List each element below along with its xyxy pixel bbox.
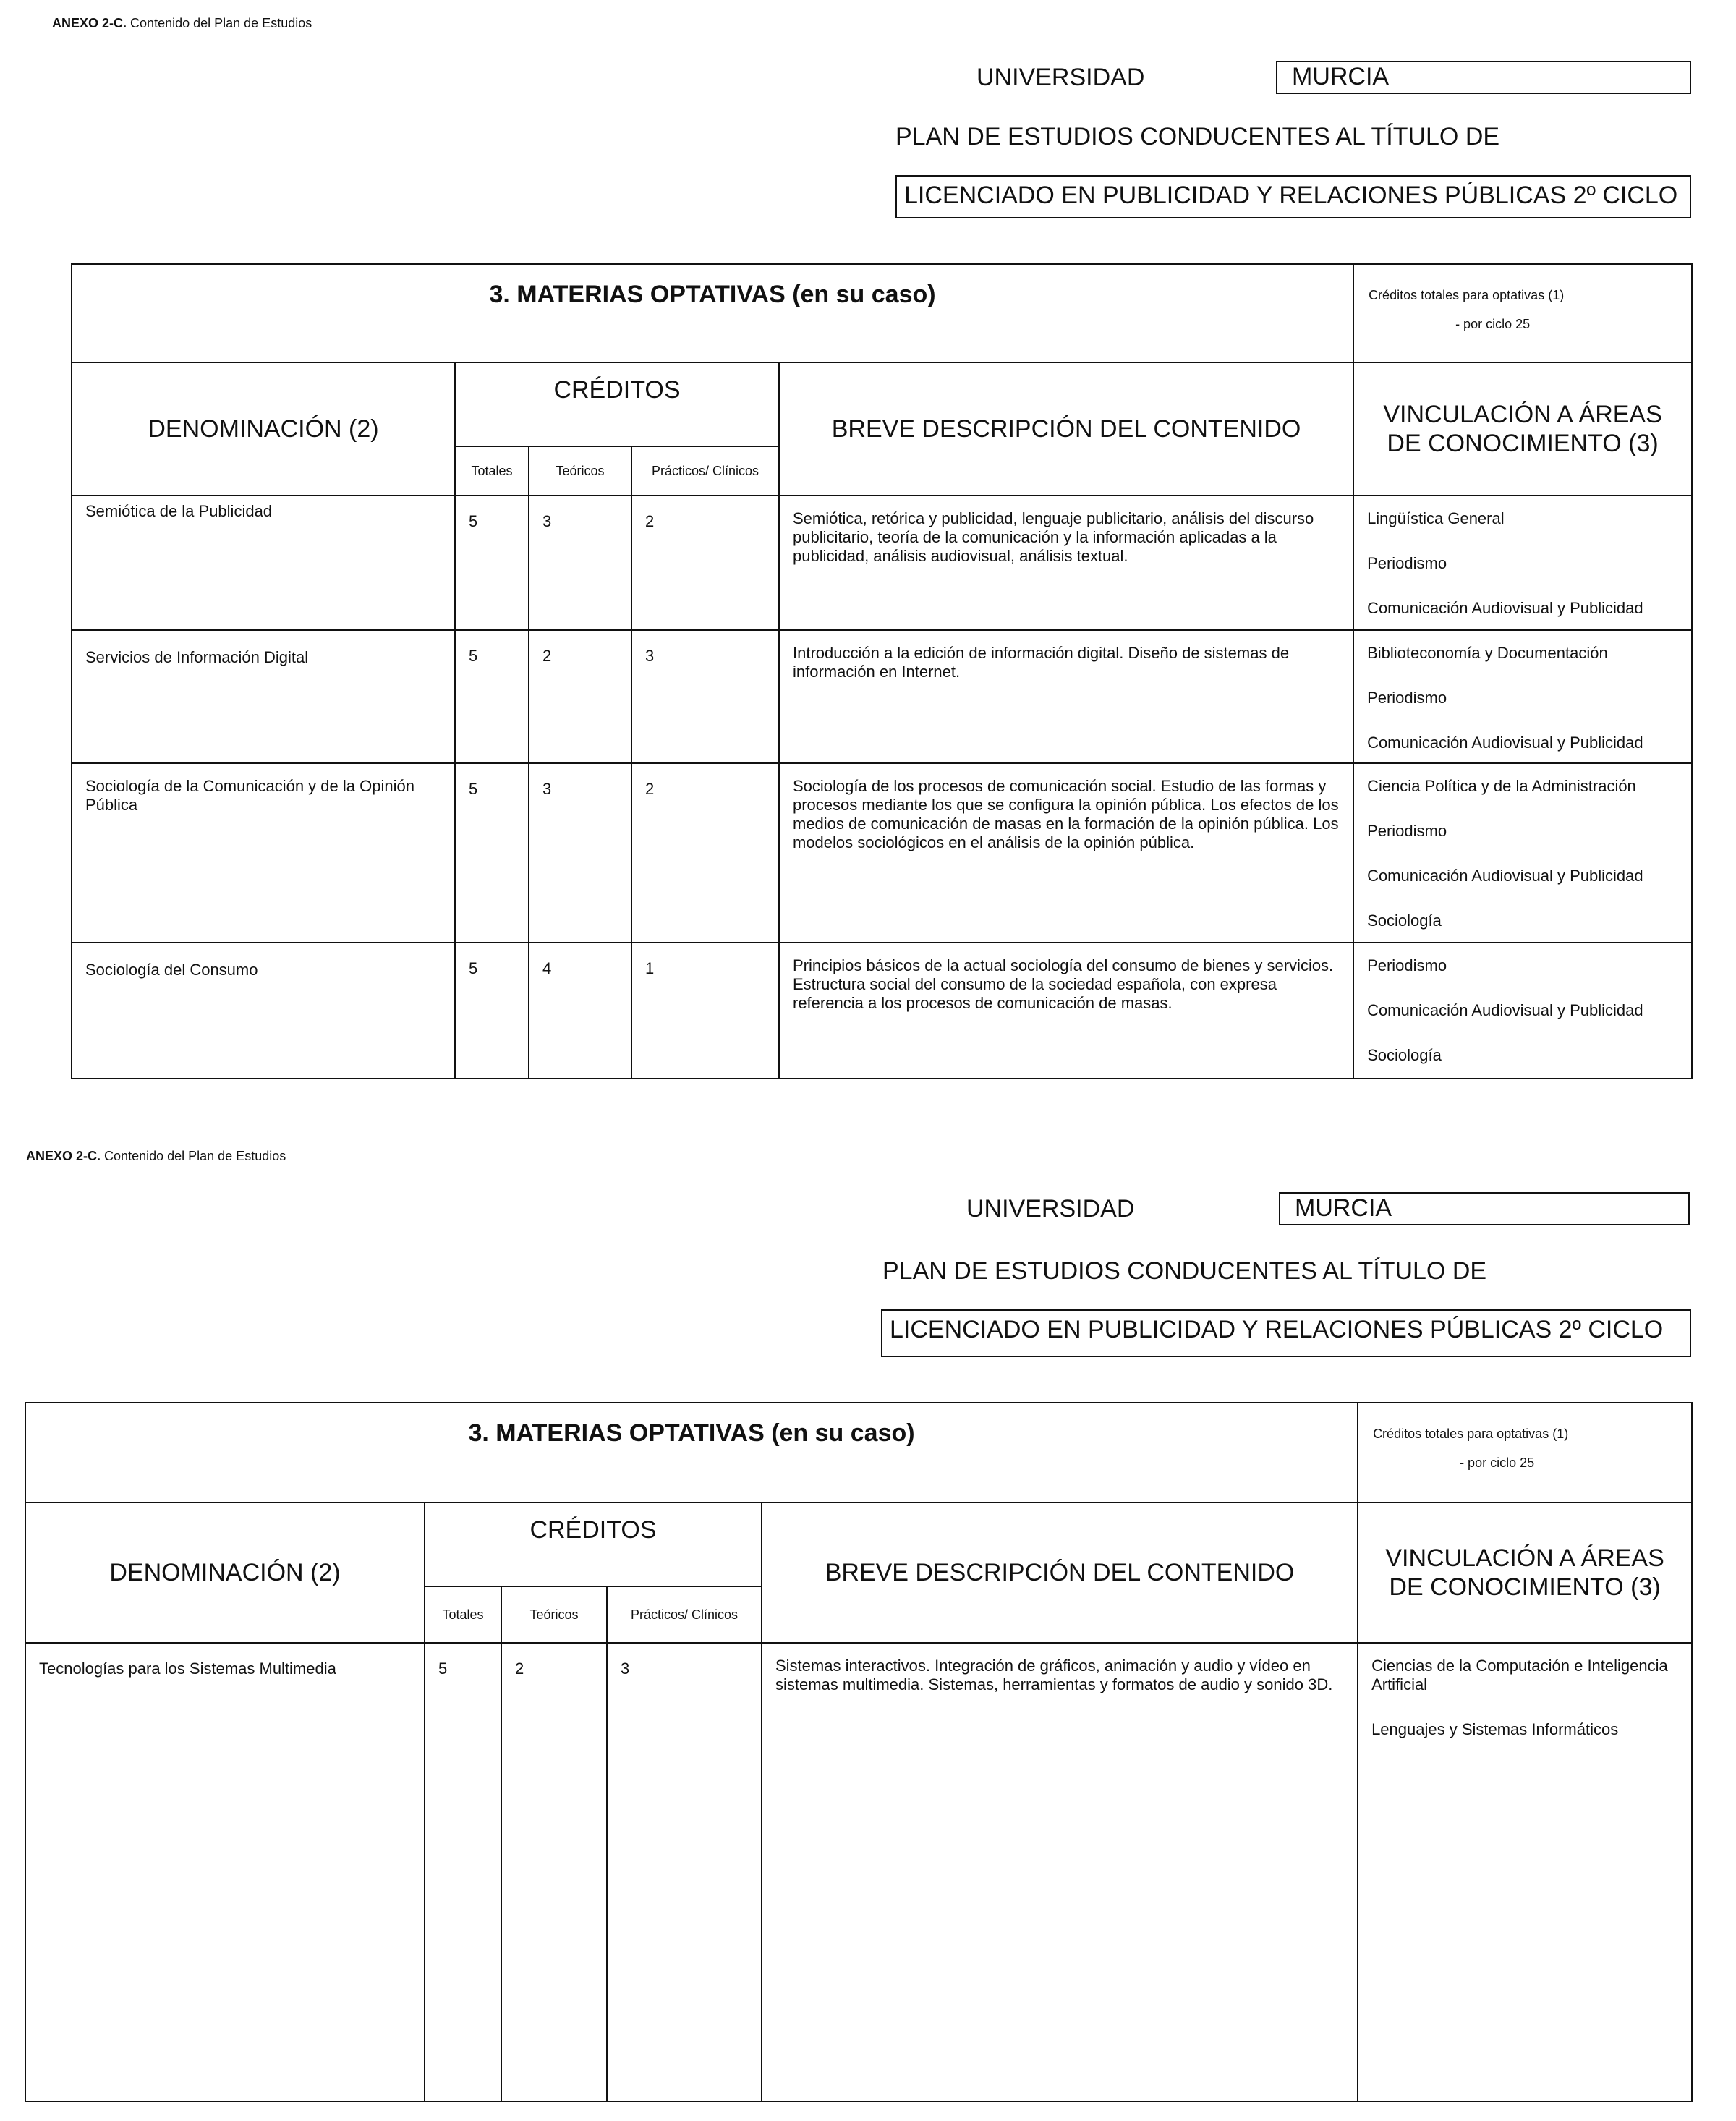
annex-header [52, 16, 312, 31]
annex-text: Contenido del Plan de Estudios [130, 16, 312, 30]
area-item: Periodismo [1367, 554, 1447, 572]
university-value: MURCIA [1276, 61, 1691, 94]
credits-per-cycle: - por ciclo 25 [1460, 1455, 1535, 1470]
area-item: Sociología [1367, 1046, 1442, 1064]
section-title: 3. MATERIAS OPTATIVAS (en su caso) [25, 1403, 1358, 1502]
header-credits: CRÉDITOS [425, 1502, 762, 1586]
area-item: Lenguajes y Sistemas Informáticos [1371, 1720, 1619, 1738]
table-row [72, 943, 1692, 1079]
area-item: Comunicación Audiovisual y Publicidad [1367, 867, 1643, 885]
section-title: 3. MATERIAS OPTATIVAS (en su caso) [72, 264, 1353, 362]
table-row [25, 1643, 1692, 2101]
credits-theory: 2 [529, 630, 631, 763]
credits-practical: 3 [631, 630, 779, 763]
header-name: DENOMINACIÓN (2) [25, 1502, 425, 1643]
total-credits-box [1358, 1403, 1692, 1502]
area-item: Biblioteconomía y Documentación [1367, 644, 1608, 662]
subject-name: Tecnologías para los Sistemas Multimedia [25, 1643, 425, 2101]
annex-header [26, 1149, 286, 1164]
knowledge-areas [1353, 630, 1692, 763]
total-credits-label: Créditos totales para optativas (1) [1369, 288, 1565, 302]
area-item: Comunicación Audiovisual y Publicidad [1367, 1001, 1643, 1019]
header-totals: Totales [455, 446, 529, 496]
area-item: Sociología [1367, 911, 1442, 930]
subject-description: Sistemas interactivos. Integración de gráficos, animación y audio y vídeo en sistemas multimedia. Sistemas, herramientas y formatos de audio y sonido 3D. [762, 1643, 1358, 2101]
subject-description: Sociología de los procesos de comunicación social. Estudio de las formas y procesos mediante los que se configura la opinión pública. Los efectos de los medios de comunicación de masas en la formación de la opinión pública. Los modelos sociológicos en el análisis de la opinión pública. [779, 763, 1353, 943]
plan-label: PLAN DE ESTUDIOS CONDUCENTES AL TÍTULO DE [882, 1257, 1487, 1285]
form-page-2 [0, 1128, 1736, 2121]
annex-label: ANEXO 2-C. [52, 16, 127, 30]
table-row [72, 630, 1692, 763]
area-item: Comunicación Audiovisual y Publicidad [1367, 734, 1643, 752]
credits-totals: 5 [455, 630, 529, 763]
subject-name: Servicios de Información Digital [72, 630, 455, 763]
area-item: Periodismo [1367, 689, 1447, 707]
subject-description: Introducción a la edición de información digital. Diseño de sistemas de información en Internet. [779, 630, 1353, 763]
area-item: Ciencias de la Computación e Inteligencia Artificial [1371, 1657, 1668, 1693]
total-credits-box [1353, 264, 1692, 362]
credits-theory: 3 [529, 496, 631, 630]
total-credits-label: Créditos totales para optativas (1) [1373, 1427, 1569, 1441]
credits-practical: 3 [607, 1643, 762, 2101]
credits-totals: 5 [455, 763, 529, 943]
credits-practical: 2 [631, 763, 779, 943]
header-practical: Prácticos/ Clínicos [607, 1586, 762, 1643]
header-theory: Teóricos [529, 446, 631, 496]
header-totals: Totales [425, 1586, 501, 1643]
area-item: Ciencia Política y de la Administración [1367, 777, 1636, 795]
university-value: MURCIA [1279, 1192, 1690, 1225]
credits-theory: 3 [529, 763, 631, 943]
header-description: BREVE DESCRIPCIÓN DEL CONTENIDO [762, 1502, 1358, 1643]
header-theory: Teóricos [501, 1586, 607, 1643]
knowledge-areas [1358, 1643, 1692, 2101]
header-description: BREVE DESCRIPCIÓN DEL CONTENIDO [779, 362, 1353, 496]
area-item: Periodismo [1367, 822, 1447, 840]
area-item: Comunicación Audiovisual y Publicidad [1367, 599, 1643, 617]
header-name: DENOMINACIÓN (2) [72, 362, 455, 496]
credits-practical: 1 [631, 943, 779, 1079]
plan-label: PLAN DE ESTUDIOS CONDUCENTES AL TÍTULO DE [895, 123, 1500, 150]
area-item: Lingüística General [1367, 509, 1505, 527]
table-row [72, 763, 1692, 943]
annex-text: Contenido del Plan de Estudios [104, 1149, 286, 1163]
annex-label: ANEXO 2-C. [26, 1149, 101, 1163]
subject-description: Semiótica, retórica y publicidad, lenguaje publicitario, análisis del discurso publicitario, teoría de la comunicación y la información aplicadas a la publicidad, análisis audiovisual, análisis textual. [779, 496, 1353, 630]
credits-theory: 2 [501, 1643, 607, 2101]
credits-totals: 5 [455, 943, 529, 1079]
university-label: UNIVERSIDAD [977, 64, 1145, 91]
header-areas: VINCULACIÓN A ÁREAS DE CONOCIMIENTO (3) [1353, 362, 1692, 496]
credits-practical: 2 [631, 496, 779, 630]
credits-totals: 5 [455, 496, 529, 630]
header-credits: CRÉDITOS [455, 362, 779, 446]
credits-per-cycle: - por ciclo 25 [1455, 317, 1531, 331]
knowledge-areas [1353, 763, 1692, 943]
subject-description: Principios básicos de la actual sociología del consumo de bienes y servicios. Estructura social del consumo de la sociedad española, con expresa referencia a los procesos de comunicación de masas. [779, 943, 1353, 1079]
optional-subjects-table [25, 1402, 1693, 2102]
header-practical: Prácticos/ Clínicos [631, 446, 779, 496]
subject-name: Sociología del Consumo [72, 943, 455, 1079]
degree-title: LICENCIADO EN PUBLICIDAD Y RELACIONES PÚBLICAS 2º CICLO [895, 175, 1691, 218]
credits-theory: 4 [529, 943, 631, 1079]
subject-name: Sociología de la Comunicación y de la Opinión Pública [72, 763, 455, 943]
header-areas: VINCULACIÓN A ÁREAS DE CONOCIMIENTO (3) [1358, 1502, 1692, 1643]
optional-subjects-table [71, 263, 1693, 1079]
university-label: UNIVERSIDAD [966, 1195, 1135, 1223]
knowledge-areas [1353, 943, 1692, 1079]
degree-title: LICENCIADO EN PUBLICIDAD Y RELACIONES PÚBLICAS 2º CICLO [881, 1309, 1691, 1357]
credits-totals: 5 [425, 1643, 501, 2101]
table-row [72, 496, 1692, 630]
knowledge-areas [1353, 496, 1692, 630]
subject-name: Semiótica de la Publicidad [72, 496, 455, 630]
area-item: Periodismo [1367, 956, 1447, 974]
